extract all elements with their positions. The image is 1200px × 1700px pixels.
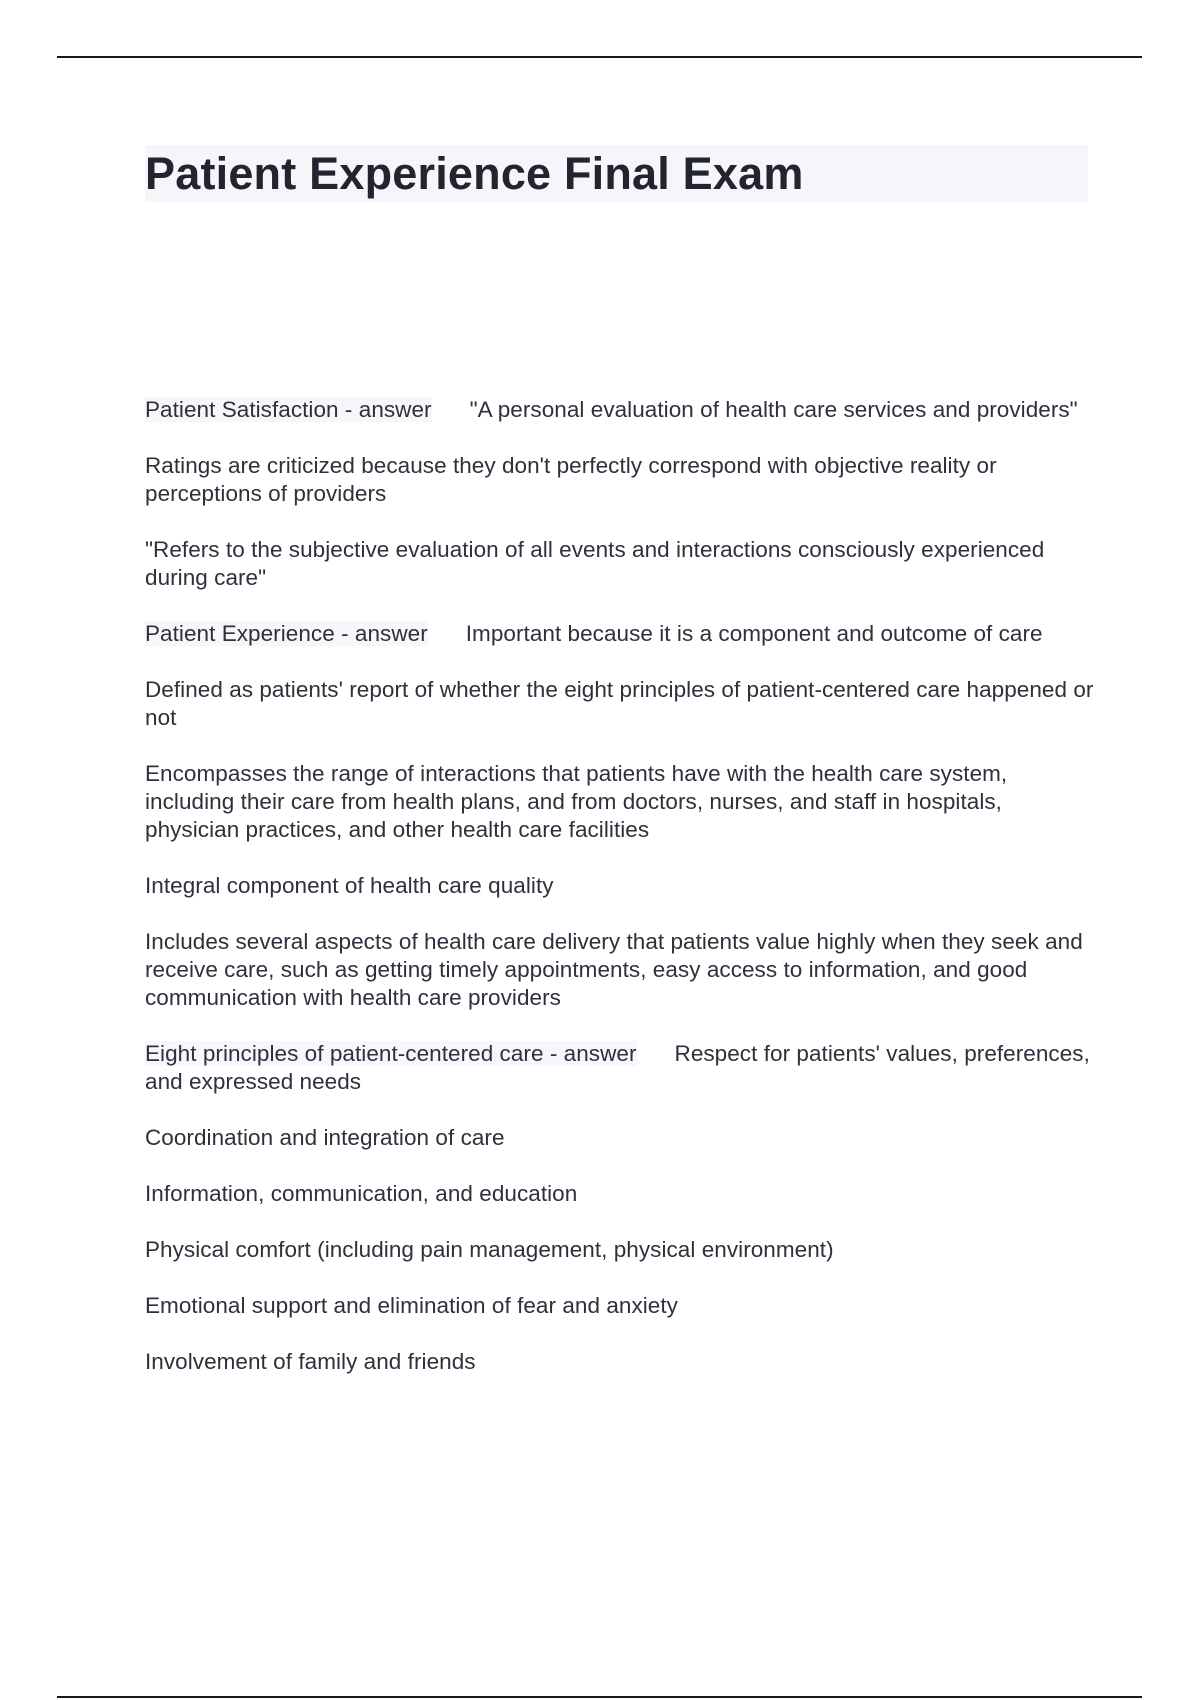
- entry-patient-satisfaction: [145, 396, 1095, 424]
- entry-text: Ratings are criticized because they don't perfectly correspond with objective reality or perceptions of providers: [145, 453, 997, 506]
- page-title: Patient Experience Final Exam: [145, 145, 1088, 202]
- entry-term: Patient Experience - answer: [145, 621, 428, 646]
- entry-answer: Respect for patients' values, preferences, and expressed needs: [145, 1041, 1090, 1094]
- entry-text: Physical comfort (including pain management, physical environment): [145, 1237, 834, 1262]
- document-body: [145, 396, 1095, 1404]
- top-rule: [57, 56, 1142, 58]
- entry-text: Encompasses the range of interactions that patients have with the health care system, including their care from health plans, and from doctors, nurses, and staff in hospitals, physician practices, and other health care facilities: [145, 761, 1008, 842]
- entry-text: "Refers to the subjective evaluation of all events and interactions consciously experienced during care": [145, 537, 1045, 590]
- entry-text: Involvement of family and friends: [145, 1349, 476, 1374]
- entry-text: Coordination and integration of care: [145, 1125, 505, 1150]
- entry-text: Includes several aspects of health care delivery that patients value highly when they seek and receive care, such as getting timely appointments, easy access to information, and good communication with health care providers: [145, 929, 1083, 1010]
- entry-patient-experience: [145, 620, 1095, 648]
- entry-text: Emotional support and elimination of fear and anxiety: [145, 1293, 678, 1318]
- entry-text: Information, communication, and education: [145, 1181, 578, 1206]
- entry-answer: "A personal evaluation of health care services and providers": [469, 397, 1078, 422]
- entry-term: Eight principles of patient-centered care - answer: [145, 1041, 637, 1066]
- entry-text: Integral component of health care quality: [145, 873, 554, 898]
- entry-term: Patient Satisfaction - answer: [145, 397, 432, 422]
- entry-eight-principles: [145, 1040, 1095, 1096]
- bottom-rule: [57, 1696, 1142, 1698]
- entry-answer: Important because it is a component and outcome of care: [465, 621, 1043, 646]
- entry-text: Defined as patients' report of whether the eight principles of patient-centered care happened or not: [145, 677, 1094, 730]
